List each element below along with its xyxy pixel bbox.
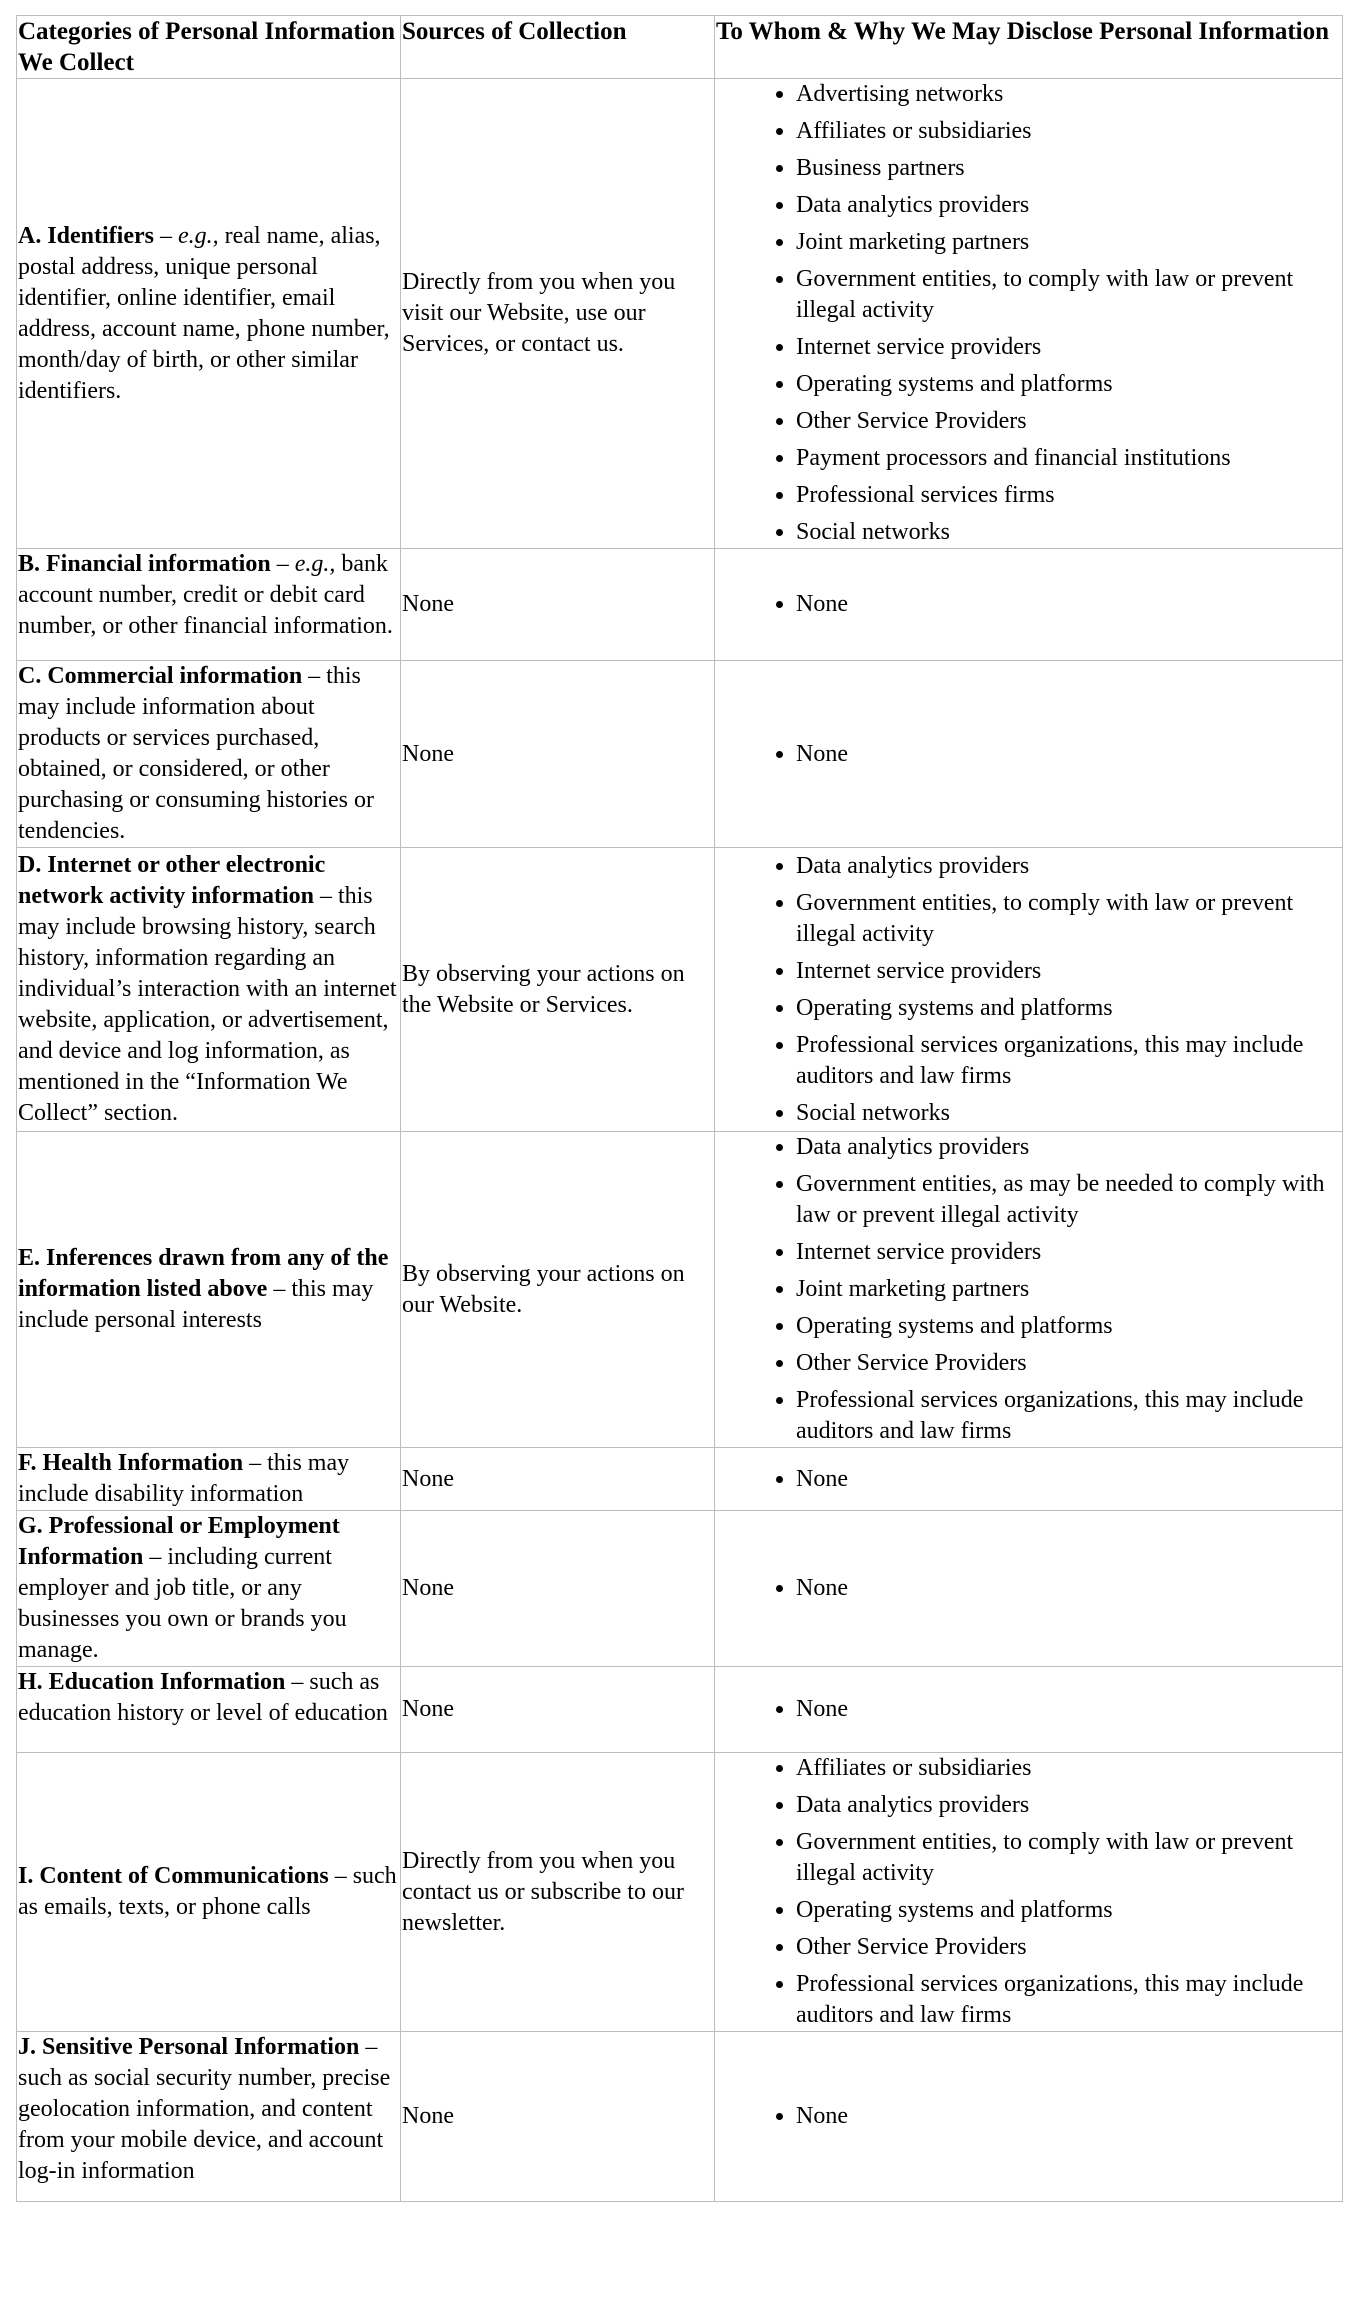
source-cell: None xyxy=(401,1511,715,1667)
category-title: J. Sensitive Personal Information xyxy=(18,2034,360,2060)
category-cell xyxy=(17,79,401,549)
recipients-cell xyxy=(715,848,1343,1132)
list-item: • None xyxy=(796,589,1341,620)
source-cell: Directly from you when you visit our Website, use our Services, or contact us. xyxy=(401,79,715,549)
list-item: • Operating systems and platforms xyxy=(796,1895,1341,1932)
header-disclose: To Whom & Why We May Disclose Personal Information xyxy=(715,16,1343,79)
list-item: • Data analytics providers xyxy=(796,1790,1341,1827)
list-item: • Data analytics providers xyxy=(796,190,1341,227)
category-separator: – xyxy=(143,1544,168,1570)
category-cell xyxy=(17,661,401,848)
category-cell xyxy=(17,1667,401,1753)
category-cell xyxy=(17,2032,401,2202)
list-item: • Internet service providers xyxy=(796,1237,1341,1274)
list-item: • Professional services organizations, this may include auditors and law firms xyxy=(796,1385,1341,1447)
list-item: • None xyxy=(796,739,1341,770)
category-description: this may include disability information xyxy=(18,1450,350,1507)
recipients-list xyxy=(716,79,1341,548)
recipients-cell xyxy=(715,1753,1343,2032)
category-title: I. Content of Communications xyxy=(18,1863,329,1889)
personal-information-table xyxy=(16,15,1343,2202)
category-title: A. Identifiers xyxy=(18,222,154,249)
list-item: • Business partners xyxy=(796,153,1341,190)
category-title: E. Inferences drawn from any of the information listed above xyxy=(18,1245,389,1302)
category-separator: – xyxy=(267,1276,292,1302)
header-categories: Categories of Personal Information We Collect xyxy=(17,16,401,79)
list-item: • Professional services organizations, this may include auditors and law firms xyxy=(796,1030,1341,1098)
category-separator: – xyxy=(153,222,178,249)
recipients-cell xyxy=(715,661,1343,848)
source-cell: None xyxy=(401,2032,715,2202)
recipients-list xyxy=(716,1573,1341,1604)
list-item: • None xyxy=(796,1464,1341,1495)
list-item: • Social networks xyxy=(796,517,1341,548)
category-description: including current employer and job title, or any businesses you own or brands you manage. xyxy=(18,1544,347,1663)
recipients-list xyxy=(716,1464,1341,1495)
category-separator: – xyxy=(328,1863,353,1889)
category-separator: – xyxy=(243,1450,268,1476)
recipients-cell xyxy=(715,1132,1343,1448)
list-item: • Advertising networks xyxy=(796,79,1341,116)
category-cell xyxy=(17,1511,401,1667)
category-title: D. Internet or other electronic network activity information xyxy=(18,852,326,909)
list-item: • None xyxy=(796,1573,1341,1604)
table-row xyxy=(17,2032,1343,2202)
category-description: this may include browsing history, search history, information regarding an individual’s interaction with an internet website, application, or advertisement, and device and log information, as mentioned in the “Information We Collect” section. xyxy=(18,883,397,1126)
table-row xyxy=(17,848,1343,1132)
category-example-prefix: e.g., xyxy=(177,222,219,249)
list-item: • Operating systems and platforms xyxy=(796,369,1341,406)
list-item: • Payment processors and financial institutions xyxy=(796,443,1341,480)
list-item: • Operating systems and platforms xyxy=(796,1311,1341,1348)
category-title: G. Professional or Employment Information xyxy=(18,1513,340,1570)
table-body xyxy=(17,79,1343,2202)
recipients-cell xyxy=(715,79,1343,549)
source-cell: By observing your actions on our Website. xyxy=(401,1132,715,1448)
table-row xyxy=(17,1753,1343,2032)
list-item: • Data analytics providers xyxy=(796,851,1341,888)
source-cell: None xyxy=(401,1667,715,1753)
recipients-cell xyxy=(715,1667,1343,1753)
category-title: B. Financial information xyxy=(18,551,271,577)
category-separator: – xyxy=(359,2034,378,2060)
category-cell xyxy=(17,1448,401,1511)
table-row xyxy=(17,661,1343,848)
list-item: • Other Service Providers xyxy=(796,406,1341,443)
category-description: this may include personal interests xyxy=(18,1276,374,1333)
list-item: • Other Service Providers xyxy=(796,1348,1341,1385)
recipients-cell xyxy=(715,549,1343,661)
table-header-row xyxy=(17,16,1343,79)
category-separator: – xyxy=(313,883,338,909)
category-description: bank account number, credit or debit card number, or other financial information. xyxy=(18,551,393,639)
table-row xyxy=(17,1667,1343,1753)
table-row xyxy=(17,1448,1343,1511)
category-description: such as education history or level of education xyxy=(18,1669,388,1726)
list-item: • None xyxy=(796,2101,1341,2132)
list-item: • Government entities, to comply with law or prevent illegal activity xyxy=(796,888,1341,956)
source-cell: None xyxy=(401,549,715,661)
list-item: • None xyxy=(796,1694,1341,1725)
list-item: • Government entities, to comply with law or prevent illegal activity xyxy=(796,264,1341,332)
category-title: C. Commercial information xyxy=(18,663,303,689)
recipients-list xyxy=(716,589,1341,620)
category-description: such as emails, texts, or phone calls xyxy=(18,1863,397,1920)
category-separator: – xyxy=(302,663,327,689)
category-description: real name, alias, postal address, unique personal identifier, online identifier, email address, account name, phone number, month/day of birth, or other similar identifiers. xyxy=(18,222,390,404)
list-item: • Professional services firms xyxy=(796,480,1341,517)
recipients-list xyxy=(716,2101,1341,2132)
table-row xyxy=(17,1511,1343,1667)
recipients-list xyxy=(716,739,1341,770)
source-cell: None xyxy=(401,661,715,848)
category-cell xyxy=(17,848,401,1132)
list-item: • Affiliates or subsidiaries xyxy=(796,116,1341,153)
list-item: • Internet service providers xyxy=(796,956,1341,993)
category-cell xyxy=(17,1753,401,2032)
list-item: • Joint marketing partners xyxy=(796,227,1341,264)
source-cell: Directly from you when you contact us or subscribe to our newsletter. xyxy=(401,1753,715,2032)
category-cell xyxy=(17,1132,401,1448)
list-item: • Social networks xyxy=(796,1098,1341,1129)
list-item: • Affiliates or subsidiaries xyxy=(796,1753,1341,1790)
list-item: • Government entities, to comply with law or prevent illegal activity xyxy=(796,1827,1341,1895)
list-item: • Operating systems and platforms xyxy=(796,993,1341,1030)
source-cell: By observing your actions on the Website or Services. xyxy=(401,848,715,1132)
category-description: this may include information about products or services purchased, obtained, or considered, or other purchasing or consuming histories or tendencies. xyxy=(18,663,374,844)
table-row xyxy=(17,1132,1343,1448)
recipients-list xyxy=(716,1132,1341,1447)
list-item: • Government entities, as may be needed to comply with law or prevent illegal activity xyxy=(796,1169,1341,1237)
category-separator: – xyxy=(285,1669,310,1695)
recipients-cell xyxy=(715,1448,1343,1511)
list-item: • Professional services organizations, this may include auditors and law firms xyxy=(796,1969,1341,2031)
recipients-cell xyxy=(715,2032,1343,2202)
list-item: • Internet service providers xyxy=(796,332,1341,369)
recipients-list xyxy=(716,1753,1341,2031)
recipients-list xyxy=(716,1694,1341,1725)
header-sources: Sources of Collection xyxy=(401,16,715,79)
recipients-cell xyxy=(715,1511,1343,1667)
category-example-prefix: e.g., xyxy=(294,551,336,577)
source-cell: None xyxy=(401,1448,715,1511)
recipients-list xyxy=(716,851,1341,1129)
list-item: • Data analytics providers xyxy=(796,1132,1341,1169)
category-description: such as social security number, precise geolocation information, and content from your mobile device, and account log-in information xyxy=(18,2065,391,2184)
table-row xyxy=(17,549,1343,661)
category-cell xyxy=(17,549,401,661)
category-separator: – xyxy=(270,551,295,577)
category-title: H. Education Information xyxy=(18,1669,286,1695)
table-row xyxy=(17,79,1343,549)
list-item: • Joint marketing partners xyxy=(796,1274,1341,1311)
list-item: • Other Service Providers xyxy=(796,1932,1341,1969)
category-title: F. Health Information xyxy=(18,1450,244,1476)
